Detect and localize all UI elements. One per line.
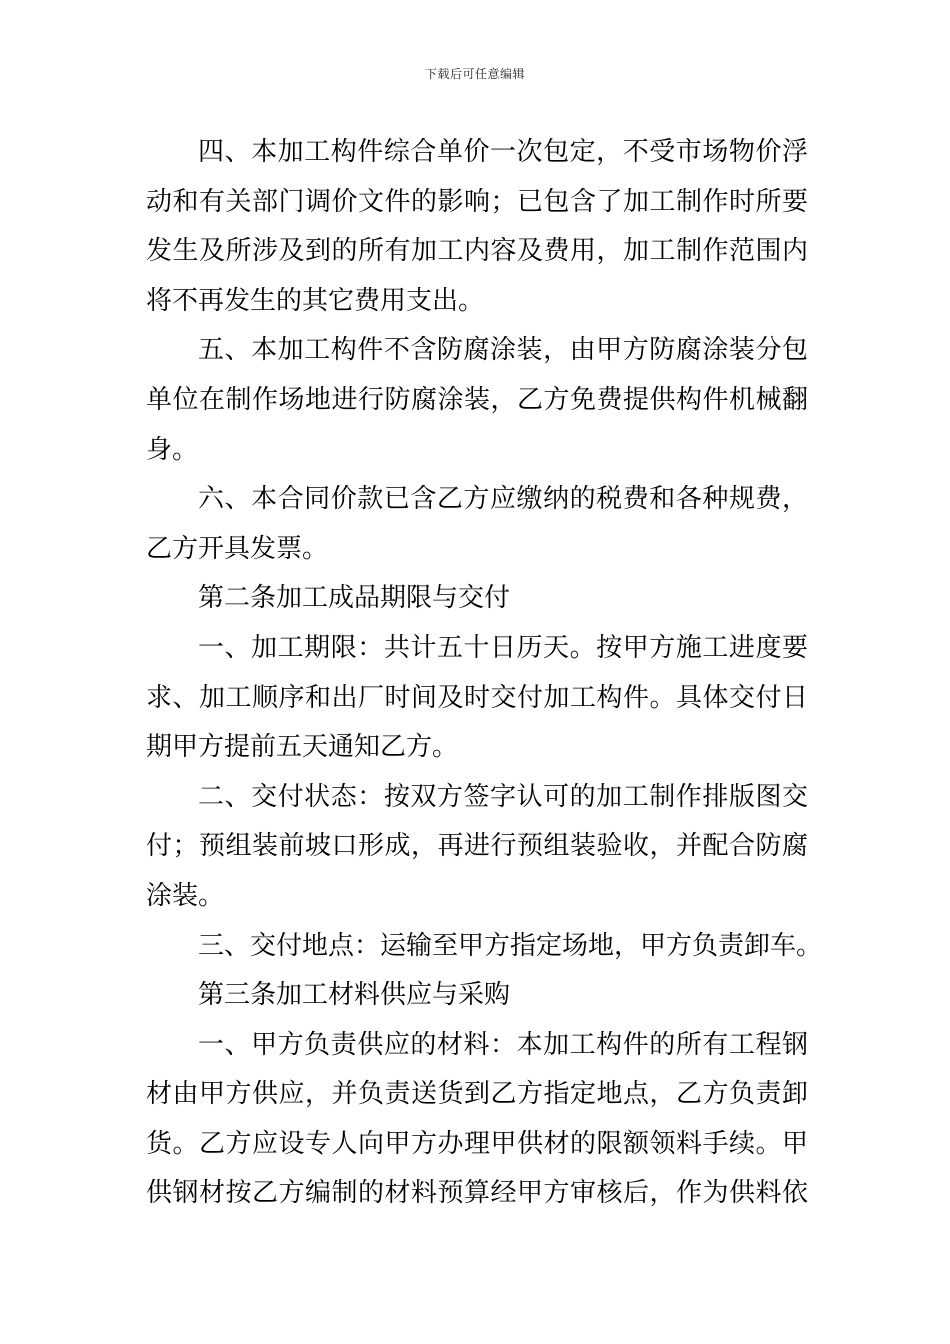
paragraph-line: 六、本合同价款已含乙方应缴纳的税费和各种规费， <box>198 484 808 515</box>
paragraph-line: 付；预组装前坡口形成，再进行预组装验收，并配合防腐 <box>146 831 808 862</box>
paragraph-line: 将不再发生的其它费用支出。 <box>146 285 485 316</box>
paragraph-line: 期甲方提前五天通知乙方。 <box>146 732 459 763</box>
paragraph-line: 三、交付地点：运输至甲方指定场地，甲方负责卸车。 <box>198 930 823 961</box>
paragraph-line: 五、本加工构件不含防腐涂装，由甲方防腐涂装分包 <box>198 335 808 366</box>
paragraph-line: 发生及所涉及到的所有加工内容及费用，加工制作范围内 <box>146 236 808 267</box>
paragraph-line: 四、本加工构件综合单价一次包定，不受市场物价浮 <box>198 137 808 167</box>
paragraph-line: 货。乙方应设专人向甲方办理甲供材的限额领料手续。甲 <box>146 1128 808 1159</box>
paragraph-line: 求、加工顺序和出厂时间及时交付加工构件。具体交付日 <box>146 682 808 713</box>
page-header: 下载后可任意编辑 <box>424 67 525 81</box>
section-heading: 第三条加工材料供应与采购 <box>198 980 511 1011</box>
paragraph-line: 二、交付状态：按双方签字认可的加工制作排版图交 <box>198 781 808 812</box>
paragraph-line: 一、加工期限：共计五十日历天。按甲方施工进度要 <box>198 632 808 663</box>
paragraph-line: 材由甲方供应，并负责送货到乙方指定地点，乙方负责卸 <box>146 1079 808 1110</box>
paragraph-line: 身。 <box>146 434 199 465</box>
paragraph-line: 动和有关部门调价文件的影响；已包含了加工制作时所要 <box>146 186 808 217</box>
document-body <box>146 128 823 1219</box>
paragraph-line: 一、甲方负责供应的材料：本加工构件的所有工程钢 <box>198 1029 808 1060</box>
section-heading: 第二条加工成品期限与交付 <box>198 583 511 614</box>
paragraph-line: 乙方开具发票。 <box>146 533 329 564</box>
paragraph-line: 供钢材按乙方编制的材料预算经甲方审核后，作为供料依 <box>146 1178 808 1209</box>
paragraph-line: 单位在制作场地进行防腐涂装，乙方免费提供构件机械翻 <box>146 384 808 415</box>
paragraph-line: 涂装。 <box>146 880 225 911</box>
